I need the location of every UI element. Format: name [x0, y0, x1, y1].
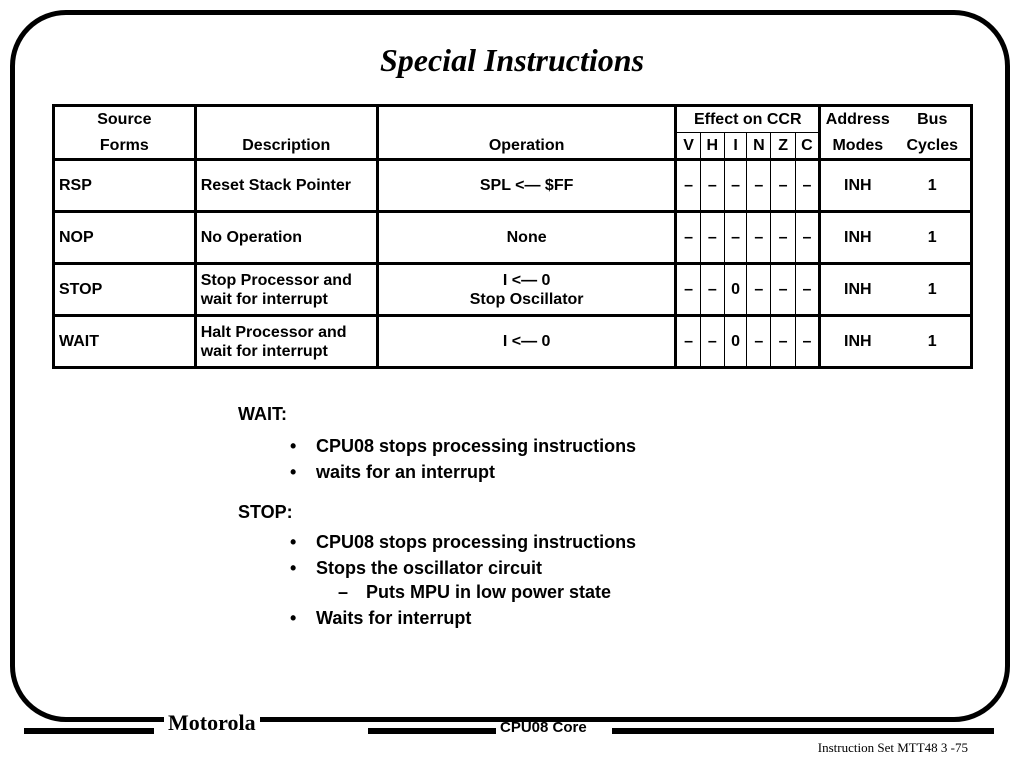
- row-address-mode: INH: [820, 264, 895, 316]
- slide-title: Special Instructions: [379, 42, 645, 78]
- row-flag-v: –: [676, 316, 700, 368]
- row-flag-c: –: [795, 160, 819, 212]
- row-description: Stop Processor and wait for interrupt: [195, 264, 377, 316]
- table-row: [54, 264, 972, 316]
- row-flag-n: –: [747, 316, 771, 368]
- header-flag-i: I: [724, 133, 746, 160]
- wait-heading: WAIT:: [238, 404, 287, 424]
- stop-heading: STOP:: [238, 502, 293, 522]
- row-source: NOP: [54, 212, 196, 264]
- header-address: Address: [820, 106, 895, 133]
- header-operation: Operation: [377, 133, 676, 160]
- row-flag-n: –: [747, 264, 771, 316]
- row-bus-cycles: 1: [895, 160, 972, 212]
- row-flag-z: –: [771, 160, 795, 212]
- row-flag-v: –: [676, 212, 700, 264]
- bullet-icon: •: [290, 532, 297, 552]
- row-flag-h: –: [700, 316, 724, 368]
- row-bus-cycles: 1: [895, 264, 972, 316]
- row-flag-h: –: [700, 160, 724, 212]
- footer-rule-right: [612, 728, 994, 734]
- row-flag-i: 0: [724, 264, 746, 316]
- row-flag-n: –: [747, 160, 771, 212]
- row-address-mode: INH: [820, 212, 895, 264]
- bullet-icon: •: [290, 462, 297, 482]
- header-flag-v: V: [676, 133, 700, 160]
- footer-rule-mid-left: [368, 728, 496, 734]
- footer-center-text: CPU08 Core: [500, 719, 587, 736]
- row-operation: I <— 0: [377, 316, 676, 368]
- row-flag-v: –: [676, 160, 700, 212]
- row-flag-c: –: [795, 316, 819, 368]
- row-flag-i: –: [724, 212, 746, 264]
- table-row: [54, 316, 972, 368]
- row-flag-z: –: [771, 316, 795, 368]
- header-flag-h: H: [700, 133, 724, 160]
- row-flag-h: –: [700, 212, 724, 264]
- dash-icon: –: [338, 582, 349, 602]
- row-bus-cycles: 1: [895, 212, 972, 264]
- row-flag-v: –: [676, 264, 700, 316]
- bullet-icon: •: [290, 558, 297, 578]
- header-source: Source: [54, 106, 196, 133]
- table-row: [54, 160, 972, 212]
- header-flag-n: N: [747, 133, 771, 160]
- header-flag-z: Z: [771, 133, 795, 160]
- bullet-icon: •: [290, 436, 297, 456]
- row-flag-i: 0: [724, 316, 746, 368]
- bullet-icon: •: [290, 608, 297, 628]
- header-effect-on-ccr: Effect on CCR: [676, 106, 820, 133]
- header-bus: Bus: [895, 106, 972, 133]
- row-bus-cycles: 1: [895, 316, 972, 368]
- footer-rule-left: [24, 728, 154, 734]
- row-address-mode: INH: [820, 316, 895, 368]
- row-address-mode: INH: [820, 160, 895, 212]
- brand-logo: Motorola: [164, 710, 260, 736]
- row-flag-z: –: [771, 212, 795, 264]
- row-source: RSP: [54, 160, 196, 212]
- row-flag-c: –: [795, 264, 819, 316]
- row-description: Reset Stack Pointer: [195, 160, 377, 212]
- row-flag-c: –: [795, 212, 819, 264]
- header-cycles: Cycles: [895, 133, 972, 160]
- row-flag-n: –: [747, 212, 771, 264]
- header-modes: Modes: [820, 133, 895, 160]
- instruction-table: [52, 104, 973, 369]
- table-header-row-1: [54, 106, 972, 133]
- row-source: WAIT: [54, 316, 196, 368]
- row-operation: I <— 0 Stop Oscillator: [377, 264, 676, 316]
- row-description: Halt Processor and wait for interrupt: [195, 316, 377, 368]
- row-flag-h: –: [700, 264, 724, 316]
- table-row: [54, 212, 972, 264]
- row-flag-z: –: [771, 264, 795, 316]
- row-operation: SPL <— $FF: [377, 160, 676, 212]
- header-description: Description: [195, 133, 377, 160]
- page-number: Instruction Set MTT48 3 -75: [817, 740, 968, 755]
- table-header-row-2: [54, 133, 972, 160]
- row-operation: None: [377, 212, 676, 264]
- header-flag-c: C: [795, 133, 819, 160]
- row-flag-i: –: [724, 160, 746, 212]
- header-forms: Forms: [54, 133, 196, 160]
- row-source: STOP: [54, 264, 196, 316]
- row-description: No Operation: [195, 212, 377, 264]
